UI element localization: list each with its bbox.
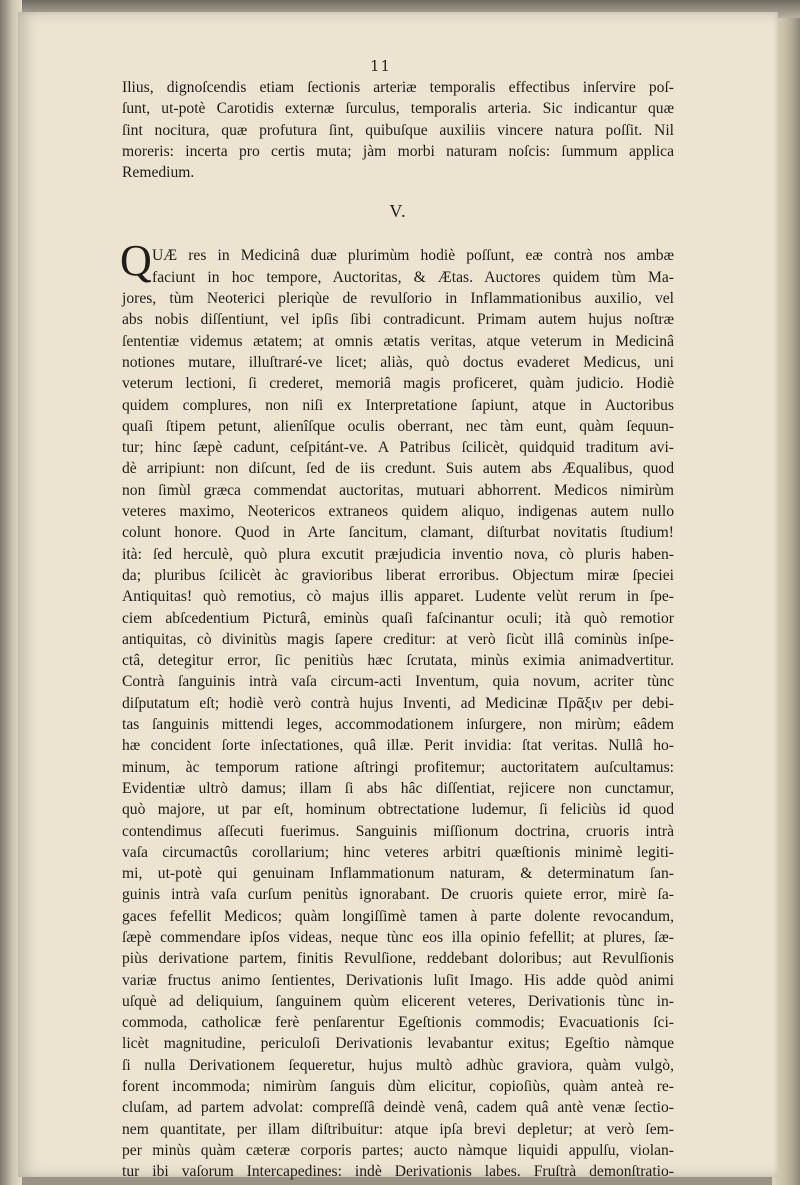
text-line: abs nobis diſſentiunt, vel ipſis ſibi contradicunt. Primam autem hujus noſtræ xyxy=(122,311,674,329)
text-line: moreris: incerta pro certis muta; jàm morbi naturam noſcis: ſummum applica xyxy=(122,142,674,160)
text-line: Evidentiæ ultrò damus; illam ſi abs hâc diſſentiat, rejicere non cunctamur, xyxy=(122,779,674,797)
text-line: ſunt, ut-potè Carotidis externæ ſurculus, temporalis arteria. Sic indicantur quæ xyxy=(122,100,674,118)
text-line: quaſi ſtipem petunt, alienîſque oculis oberrant, nec tàm eunt, quàm ſequun- xyxy=(122,417,674,435)
paragraph-section-v xyxy=(120,236,674,1182)
text-line: per minùs quàm cæteræ corporis partes; aucto nàmque liquidi appulſu, violan- xyxy=(122,1141,674,1159)
text-line: Ilius, dignoſcendis etiam ſectionis arteriæ temporalis effectibus inſervire poſ- xyxy=(122,79,674,96)
text-line: faciunt in hoc tempore, Auctoritas, & Ætas. Auctores quidem tùm Ma- xyxy=(152,268,674,286)
text-line: non ſimùl græca commendat auctoritas, mutuari abhorrent. Medicos nimirùm xyxy=(122,481,674,499)
book-page xyxy=(18,12,778,1181)
text-line: guinis intrà vaſa curſum penitùs ignorabant. De cruoris quiete error, mirè ſa- xyxy=(122,886,674,904)
text-line: minum, àc temporum ratione aſtringi profitemur; auctoritatem auſcultamus: xyxy=(122,758,674,776)
text-line: Antiquitas! quò remotius, cò majus illis apparet. Ludente velùt rerum in ſpe- xyxy=(122,588,674,606)
text-line: antiquitas, cò divinitùs magis ſapere creditur: at verò ſicùt illâ cominùs inſpe- xyxy=(122,630,674,648)
text-line: vaſa circumactûs corollarium; hinc veteres arbitri quæſtionis minimè legiti- xyxy=(122,843,674,861)
text-line: gaces fefellit Medicos; quàm longiſſimè tamen à parte dolente revocandum, xyxy=(122,907,674,925)
text-line: commoda, catholicæ ferè penſarentur Egeſtionis commodis; Evacuationis ſci- xyxy=(122,1014,674,1032)
text-line: cluſam, ad partem advolat: compreſſâ deindè venâ, cadem quâ antè venæ ſectio- xyxy=(122,1099,674,1117)
text-line: tas ſanguinis mittendi leges, accommodationem inſurgere, non mirùm; eâdem xyxy=(122,716,674,734)
text-line: piùs derivatione partem, finitis Revulſione, reddebant doloribus; aut Revulſionis xyxy=(122,950,674,968)
text-line: contendimus aſſecuti fuerimus. Sanguinis miſſionum doctrina, cruoris intrà xyxy=(122,822,674,840)
text-line: da; pluribus ſcilicèt àc gravioribus liberat erroribus. Objectum miræ ſpeciei xyxy=(122,566,674,584)
text-line: forent incommoda; nimirùm ſanguis dùm elicitur, copioſiùs, quàm anteà re- xyxy=(122,1078,674,1096)
paragraph-continued xyxy=(122,77,674,183)
page-number: 11 xyxy=(370,57,392,75)
text-line: tur ibi vaſorum Intercapedines: indè Derivationis labes. Fruſtrà demonſtratio- xyxy=(122,1163,674,1181)
text-line: uſquè ad deliquium, ſanguinem quùm elicerent veteres, Derivationis tùnc in- xyxy=(122,992,674,1010)
text-line: ciem abſcedentium Picturâ, eminùs quaſi faſcinantur oculi; ità quò remotior xyxy=(122,609,674,627)
text-line: nem quantitate, per illam diſtribuitur: atque ipſa brevi depletur; at verò ſem- xyxy=(122,1120,674,1138)
text-line: dè arripiunt: non diſcunt, ſed de iis credunt. Suis autem abs Æqualibus, quod xyxy=(122,460,674,478)
text-line: licèt magnitudine, periculoſi Derivationis levabantur exitus; Egeſtio nàmque xyxy=(122,1035,674,1053)
text-line: ctâ, detegitur error, ſic penitiùs hæc ſcrutata, minùs eximia animadvertitur. xyxy=(122,652,674,670)
text-line: quidem complures, non niſi ex Interpretatione ſapiunt, atque in Auctoribus xyxy=(122,396,674,414)
text-line: ſi nulla Derivationem ſequeretur, hujus multò adhùc graviora, quàm vulgò, xyxy=(122,1056,674,1074)
text-line: ità: ſed herculè, quò plura excutit præjudicia inventio nova, cò pluris haben- xyxy=(122,545,674,563)
text-line: Remedium. xyxy=(122,164,195,182)
text-line: ſententiæ videmus ætatem; at omnis ætatis veritas, atque veterum in Medicinâ xyxy=(122,332,674,350)
text-line: notiones mutare, illuſtraré-ve licet; aliàs, quò doctus evaderet Medicus, uni xyxy=(122,353,674,371)
text-line: tur; hinc ſæpè cadunt, ceſpitánt-ve. A Patribus ſcilicèt, quidquid traditum avi- xyxy=(122,439,674,457)
text-block xyxy=(122,77,674,1183)
text-line: veterum lectioni, ſi crederet, memoriâ magis proficeret, quàm judicio. Hodiè xyxy=(122,375,674,393)
drop-cap: Q xyxy=(120,236,152,286)
text-line: jores, tùm Neoterici pleriqùe de revulſorio in Inflammationibus auxilio, vel xyxy=(122,290,674,308)
text-line: variæ fructus animo ſentientes, Derivationis luſit Imago. His adde quòd animi xyxy=(122,971,674,989)
text-line: mi, ut-potè qui genuinam Inflammationum naturam, & determinatum ſan- xyxy=(122,865,674,883)
text-line: quò majore, ut par eſt, hominum obtrectatione ludemur, ſi feliciùs id quod xyxy=(122,801,674,819)
section-heading: V. xyxy=(389,201,407,222)
text-line: hæ concident ſorte inſectationes, quâ illæ. Perit invidia: ſtat veritas. Nullâ ho- xyxy=(122,737,674,755)
text-line: ſint nocitura, quæ profutura ſint, quibuſque auxiliis vincere natura poſſit. Nil xyxy=(122,121,674,139)
text-line: Contrà ſanguinis intrà vaſa circum-acti Inventum, quia novum, acriter tùnc xyxy=(122,673,674,691)
text-line: UÆ res in Medicinâ duæ plurimùm hodiè poſſunt, eæ contrà nos ambæ xyxy=(152,247,674,265)
text-line: colunt honore. Quod in Arte ſancitum, clamant, diſturbat novitatis ſtudium! xyxy=(122,524,674,542)
text-line: veteres maximo, Neotericos extraneos quidem aliquo, indigenas autem nullo xyxy=(122,503,674,521)
text-line: ſæpè commendare ipſos videas, neque tùnc eos illa opinio fefellit; at plures, ſæ- xyxy=(122,928,674,946)
text-line: diſputatum eſt; hodiè verò contrà hujus Inventi, ad Medicinæ Πρᾶξιν per debi- xyxy=(122,694,674,712)
